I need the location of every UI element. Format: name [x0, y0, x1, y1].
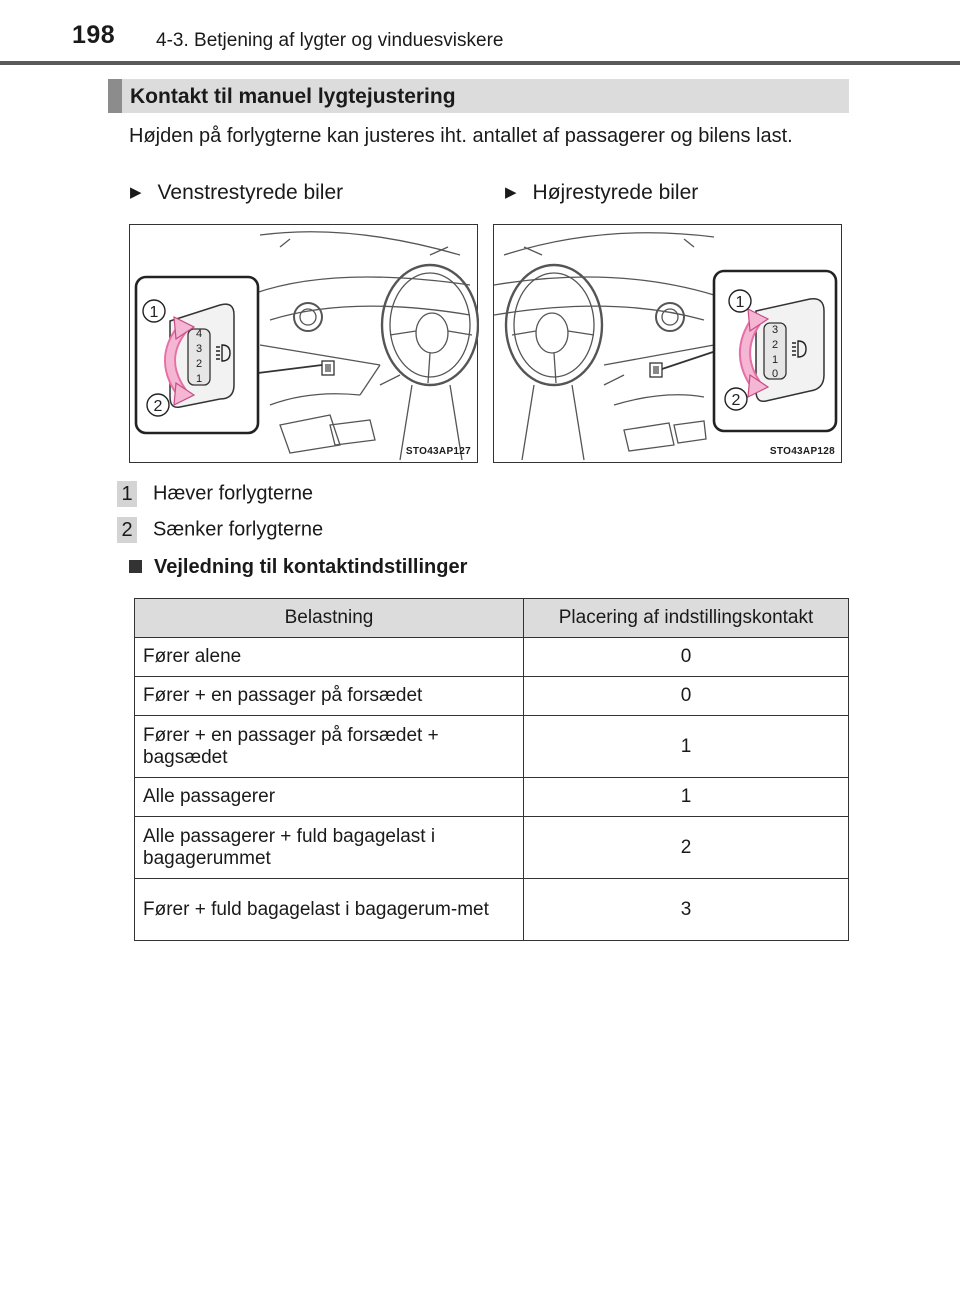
column-header-load: Belastning: [135, 599, 524, 638]
table-row: [135, 677, 849, 716]
section-title: Kontakt til manuel lygtejustering: [130, 85, 456, 108]
dial-mark: 1: [771, 354, 779, 366]
dial-mark: 3: [771, 324, 779, 336]
load-cell: Fører alene: [135, 638, 524, 677]
table-header-row: [135, 599, 849, 638]
numbered-item-text: Hæver forlygterne: [153, 482, 314, 505]
table-row: [135, 817, 849, 879]
numbered-item: [117, 481, 313, 507]
dial-mark: 2: [195, 358, 203, 370]
triangle-right-icon: ▶: [505, 184, 517, 201]
settings-table: [134, 598, 849, 941]
callout-2: 2: [153, 398, 163, 415]
table-row: [135, 879, 849, 941]
variant-right-text: Højrestyrede biler: [532, 181, 699, 204]
variant-label-left-hand-drive: [130, 181, 343, 205]
dashboard-illustration-right: [494, 225, 843, 464]
variant-label-right-hand-drive: [505, 181, 698, 205]
position-cell: 3: [524, 879, 849, 941]
intro-text: Højden på forlygterne kan justeres iht. antallet af passagerer og bilens last.: [129, 125, 793, 147]
position-cell: 1: [524, 778, 849, 817]
numbered-item: [117, 517, 323, 543]
figure-code: STO43AP128: [769, 446, 835, 457]
square-bullet-icon: [129, 560, 142, 573]
dial-mark: 3: [195, 343, 203, 355]
number-badge: 1: [117, 481, 137, 507]
figure-right-hand-drive: [493, 224, 842, 463]
load-cell: Fører + fuld bagagelast i bagagerum-met: [135, 879, 524, 941]
position-cell: 0: [524, 677, 849, 716]
position-cell: 1: [524, 716, 849, 778]
figure-left-hand-drive: [129, 224, 478, 463]
dial-mark: 1: [195, 373, 203, 385]
variant-left-text: Venstrestyrede biler: [157, 181, 344, 204]
position-cell: 0: [524, 638, 849, 677]
callout-2: 2: [731, 392, 741, 409]
table-row: [135, 638, 849, 677]
table-row: [135, 716, 849, 778]
table-row: [135, 778, 849, 817]
number-badge: 2: [117, 517, 137, 543]
chapter-title: 4-3. Betjening af lygter og vinduesviskere: [156, 30, 504, 51]
dashboard-illustration-left: [130, 225, 479, 464]
column-header-position: Placering af indstillingskontakt: [524, 599, 849, 638]
triangle-right-icon: ▶: [130, 184, 142, 201]
section-title-bar: [108, 79, 849, 113]
load-cell: Fører + en passager på forsædet: [135, 677, 524, 716]
load-cell: Alle passagerer: [135, 778, 524, 817]
figure-code: STO43AP127: [405, 446, 471, 457]
numbered-item-text: Sænker forlygterne: [153, 518, 324, 541]
header-divider: [0, 61, 960, 65]
callout-1: 1: [735, 294, 745, 311]
dial-mark: 4: [195, 328, 203, 340]
callout-1: 1: [149, 304, 159, 321]
load-cell: Fører + en passager på forsædet + bagsædet: [135, 716, 524, 778]
dial-mark: 0: [771, 368, 779, 380]
page-number: 198: [72, 21, 116, 49]
guide-heading-text: Vejledning til kontaktindstillinger: [154, 556, 468, 578]
position-cell: 2: [524, 817, 849, 879]
dial-mark: 2: [771, 339, 779, 351]
section-accent: [108, 79, 122, 113]
load-cell: Alle passagerer + fuld bagagelast i bagagerummet: [135, 817, 524, 879]
guide-heading: [129, 556, 467, 579]
